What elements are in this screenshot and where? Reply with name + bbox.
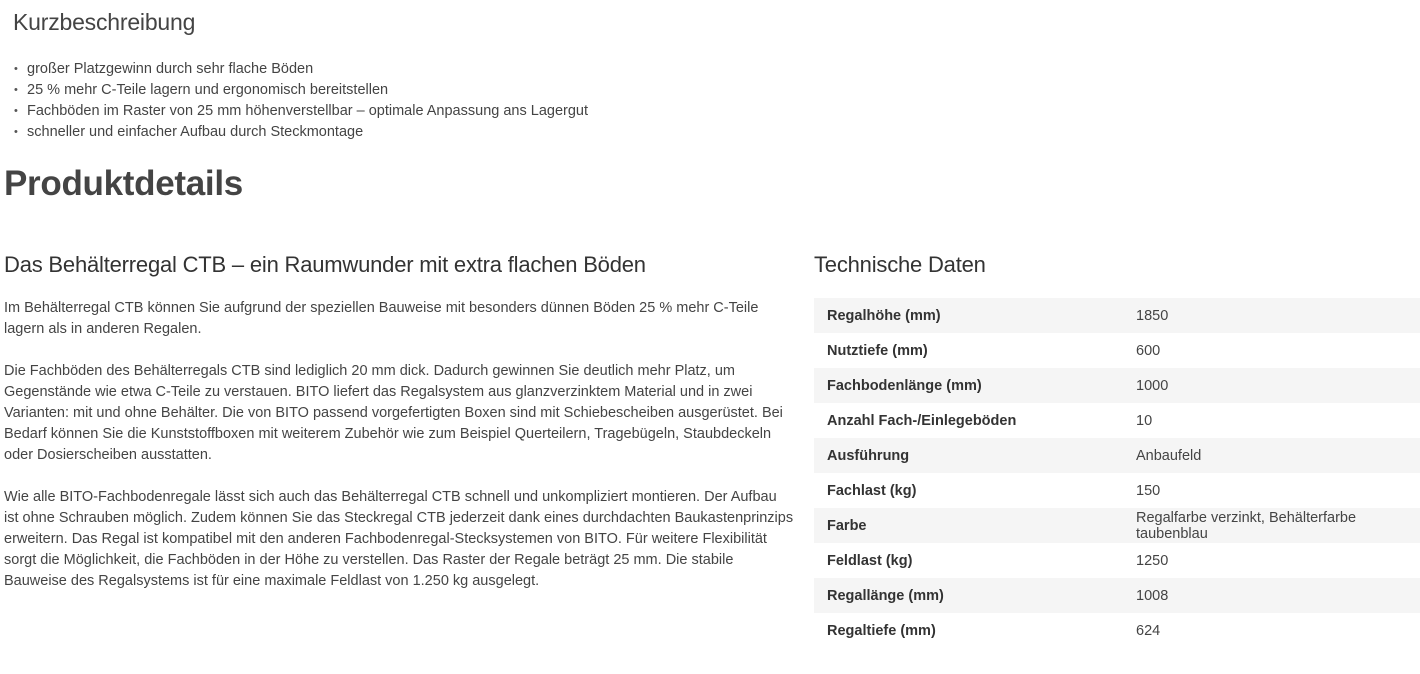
spec-label: Anzahl Fach-/Einlegeböden xyxy=(814,403,1123,438)
table-row xyxy=(814,298,1420,333)
short-description-title: Kurzbeschreibung xyxy=(13,9,196,35)
bullet-item: • großer Platzgewinn durch sehr flache Böden xyxy=(13,59,588,80)
product-description-section xyxy=(4,252,794,613)
spec-label: Regaltiefe (mm) xyxy=(814,613,1123,648)
spec-value: 600 xyxy=(1123,333,1420,368)
spec-label: Fachbodenlänge (mm) xyxy=(814,368,1123,403)
technical-data-table xyxy=(814,298,1420,648)
table-row xyxy=(814,438,1420,473)
short-description-list xyxy=(13,59,588,143)
spec-label: Farbe xyxy=(814,508,1123,543)
spec-value: Regalfarbe verzinkt, Behälterfarbe taubenblau xyxy=(1123,508,1420,543)
table-row xyxy=(814,368,1420,403)
spec-value: 1250 xyxy=(1123,543,1420,578)
bullet-item: • schneller und einfacher Aufbau durch Steckmontage xyxy=(13,122,588,143)
description-paragraph: Wie alle BITO-Fachbodenregale lässt sich auch das Behälterregal CTB schnell und unkompliziert montieren. Der Aufbau ist ohne Schrauben möglich. Zudem können Sie das Steckregal CTB jederzeit dank eines durchdachten Baukastenprinzips erweitern. Das Regal ist kompatibel mit den anderen Fachbodenregal-Stecksystemen von BITO. Für weitere Flexibilität sorgt die Möglichkeit, die Fachböden in der Höhe zu verstellen. Das Raster der Regale beträgt 25 mm. Die stabile Bauweise des Regalsystems ist für eine maximale Feldlast von 1.250 kg ausgelegt. xyxy=(4,489,794,589)
spec-value: 1008 xyxy=(1123,578,1420,613)
spec-value: Anbaufeld xyxy=(1123,438,1420,473)
spec-value: 10 xyxy=(1123,403,1420,438)
spec-label: Regallänge (mm) xyxy=(814,578,1123,613)
spec-label: Ausführung xyxy=(814,438,1123,473)
spec-value: 150 xyxy=(1123,473,1420,508)
description-paragraph: Im Behälterregal CTB können Sie aufgrund der speziellen Bauweise mit besonders dünnen Böden 25 % mehr C-Teile lagern als in anderen Regalen. xyxy=(4,300,759,337)
table-row xyxy=(814,578,1420,613)
table-row xyxy=(814,613,1420,648)
technical-data-section xyxy=(814,252,1420,648)
table-row xyxy=(814,333,1420,368)
table-row xyxy=(814,403,1420,438)
description-paragraph: Die Fachböden des Behälterregals CTB sind lediglich 20 mm dick. Dadurch gewinnen Sie deutlich mehr Platz, um Gegenstände wie etwa C-Teile zu verstauen. BITO liefert das Regalsystem aus glanzverzinktem Material und in zwei Varianten: mit und ohne Behälter. Die von BITO passend vorgefertigten Boxen sind mit Schiebescheiben ausgerüstet. Bei Bedarf können Sie die Kunststoffboxen mit weiterem Zubehör wie zum Beispiel Querteilern, Tragebügeln, Staubdeckeln oder Dosierscheiben ausstatten. xyxy=(4,363,783,463)
table-row xyxy=(814,543,1420,578)
spec-label: Feldlast (kg) xyxy=(814,543,1123,578)
table-row xyxy=(814,508,1420,543)
spec-label: Nutztiefe (mm) xyxy=(814,333,1123,368)
spec-value: 624 xyxy=(1123,613,1420,648)
spec-value: 1000 xyxy=(1123,368,1420,403)
spec-value: 1850 xyxy=(1123,298,1420,333)
spec-label: Regalhöhe (mm) xyxy=(814,298,1123,333)
technical-data-heading: Technische Daten xyxy=(814,252,986,277)
table-row xyxy=(814,473,1420,508)
product-details-title: Produktdetails xyxy=(4,164,243,203)
bullet-item: • Fachböden im Raster von 25 mm höhenverstellbar – optimale Anpassung ans Lagergut xyxy=(13,101,588,122)
bullet-item: • 25 % mehr C-Teile lagern und ergonomisch bereitstellen xyxy=(13,80,588,101)
spec-label: Fachlast (kg) xyxy=(814,473,1123,508)
product-description-heading: Das Behälterregal CTB – ein Raumwunder mit extra flachen Böden xyxy=(4,252,646,277)
